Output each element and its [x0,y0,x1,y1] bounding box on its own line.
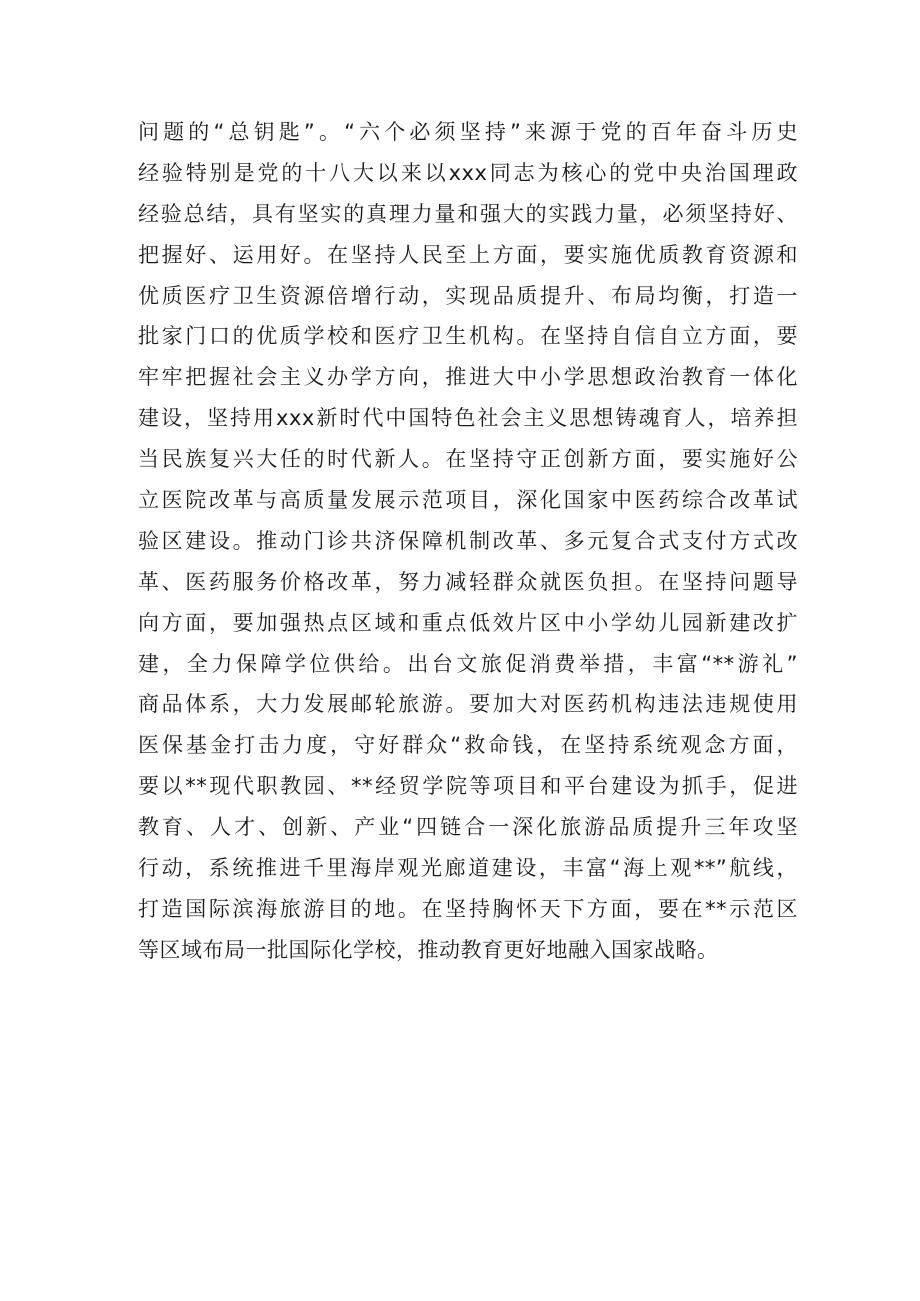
body-paragraph [138,112,798,971]
paragraph-line: 经验总结，具有坚实的真理力量和强大的实践力量，必须坚持好、 [138,201,798,226]
paragraph-line: 建设，坚持用xxx新时代中国特色社会主义思想铸魂育人，培养担 [138,406,798,431]
paragraph-line: 当民族复兴大任的时代新人。在坚持守正创新方面，要实施好公 [138,447,798,472]
paragraph-line: 立医院改革与高质量发展示范项目，深化国家中医药综合改革试 [138,488,798,513]
paragraph-line: 打造国际滨海旅游目的地。在坚持胸怀天下方面，要在**示范区 [138,896,798,921]
paragraph-line: 把握好、运用好。在坚持人民至上方面，要实施优质教育资源和 [138,242,798,267]
paragraph-line: 建，全力保障学位供给。出台文旅促消费举措，丰富“**游礼” [138,651,798,676]
paragraph-line: 革、医药服务价格改革，努力减轻群众就医负担。在坚持问题导 [138,569,798,594]
paragraph-line: 优质医疗卫生资源倍增行动，实现品质提升、布局均衡，打造一 [138,283,798,308]
paragraph-line: 向方面，要加强热点区域和重点低效片区中小学幼儿园新建改扩 [138,610,798,635]
paragraph-line: 等区域布局一批国际化学校，推动教育更好地融入国家战略。 [138,937,719,962]
paragraph-line: 问题的“总钥匙”。“六个必须坚持”来源于党的百年奋斗历史 [138,120,798,144]
paragraph-line: 行动，系统推进千里海岸观光廊道建设，丰富“海上观**”航线， [138,856,798,881]
paragraph-line: 教育、人才、创新、产业“四链合一深化旅游品质提升三年攻坚 [138,815,798,840]
paragraph-line: 医保基金打击力度，守好群众“救命钱，在坚持系统观念方面， [138,733,798,758]
paragraph-line: 要以**现代职教园、**经贸学院等项目和平台建设为抓手，促进 [138,774,798,799]
paragraph-line: 验区建设。推动门诊共济保障机制改革、多元复合式支付方式改 [138,528,798,553]
paragraph-line: 商品体系，大力发展邮轮旅游。要加大对医药机构违法违规使用 [138,692,798,717]
paragraph-line: 经验特别是党的十八大以来以xxx同志为核心的党中央治国理政 [138,160,798,185]
paragraph-line: 批家门口的优质学校和医疗卫生机构。在坚持自信自立方面，要 [138,324,798,349]
paragraph-line: 牢牢把握社会主义办学方向，推进大中小学思想政治教育一体化 [138,365,798,390]
